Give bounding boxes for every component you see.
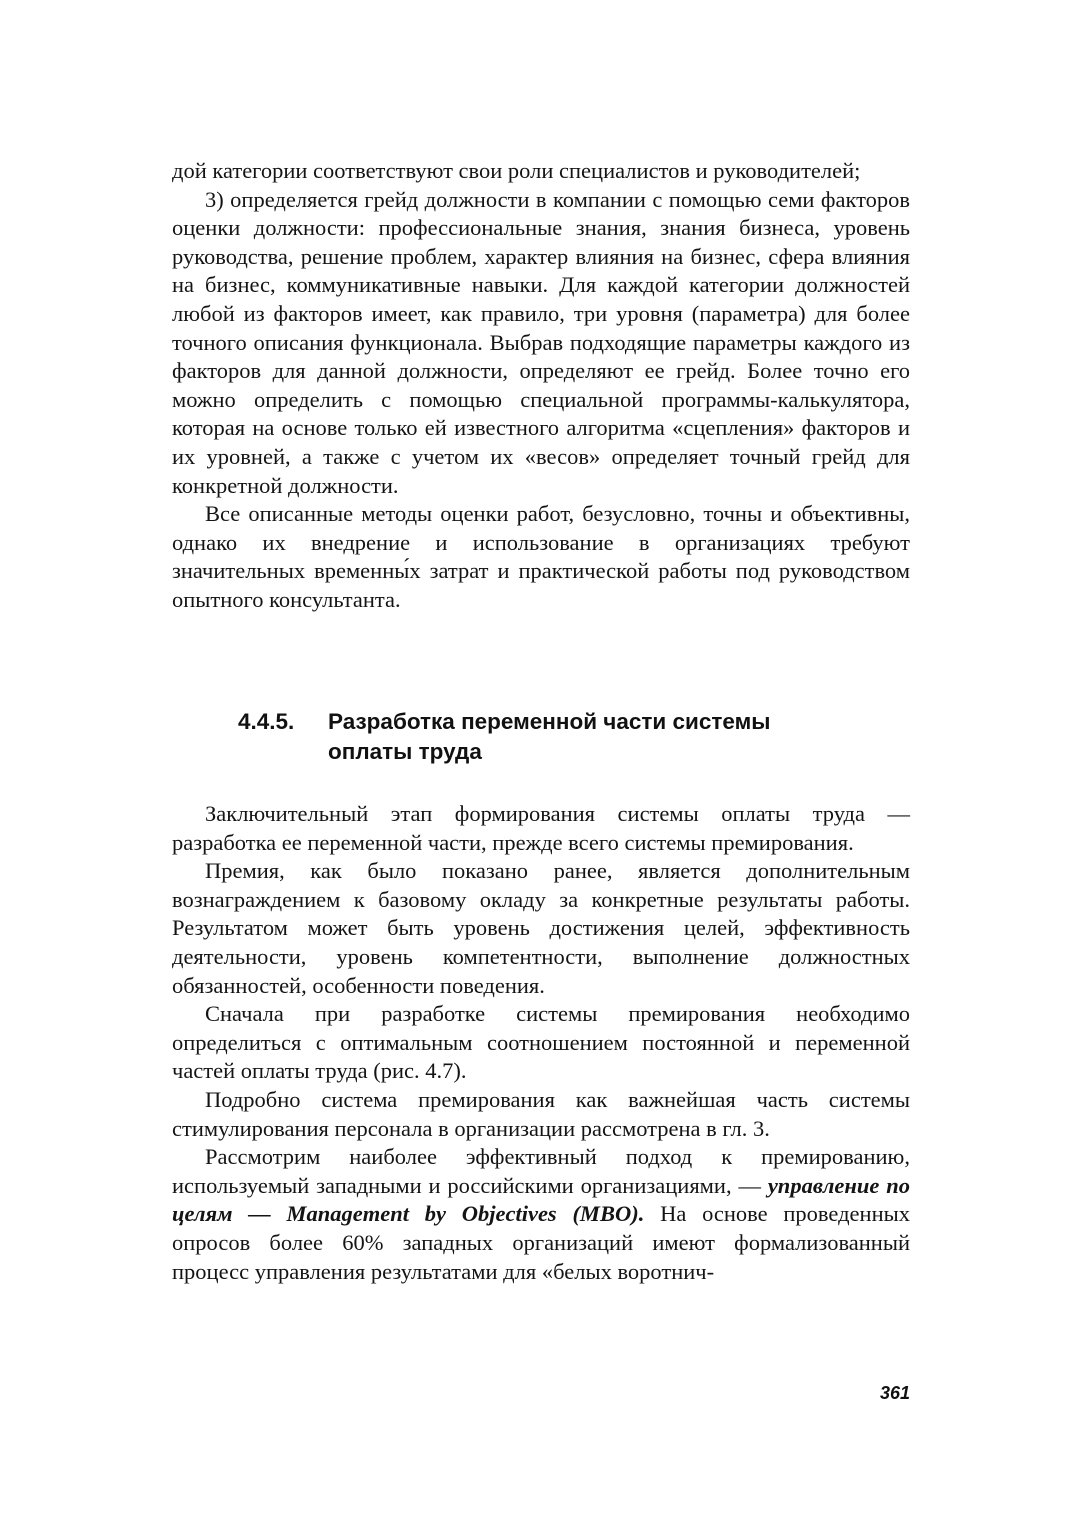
text-section-top [172, 157, 910, 615]
section-heading [238, 707, 858, 767]
paragraph-bonus-definition: Премия, как было показано ранее, является дополнительным вознаграждением к базовому окладу за конкретные результаты работы. Результатом может быть уровень достижения целей, эффективность деятельности, уровень компетентности, выполнение должностных обязанностей, особенности поведения. [172, 858, 910, 998]
section-number: 4.4.5. [238, 709, 295, 734]
text-section-bottom [172, 800, 910, 1286]
paragraph-chapter-reference: Подробно система премирования как важнейшая часть системы стимулирования персонала в организации рассмотрена в гл. 3. [172, 1086, 910, 1141]
page-number: 361 [879, 1383, 910, 1403]
paragraph-final-stage: Заключительный этап формирования системы оплаты труда — разработка ее переменной части, прежде всего системы премирования. [172, 801, 910, 855]
mbo-text-end: На основе проведенных опросов более 60% западных организаций имеют формализованный процесс управления результатами для «белых воротнич- [172, 1201, 910, 1284]
paragraph-grade-factors: 3) определяется грейд должности в компании с помощью семи факторов оценки должности: профессиональные знания, знания бизнеса, уровень руководства, решение проблем, характер влияния на бизнес, сфера влияния на бизнес, коммуникативные навыки. Для каждой категории должностей любой из факторов имеет, как правило, три уровня (параметра) для более точного описания функционала. Выбрав подходящие параметры каждого из факторов для данной должности, определяют ее грейд. Более точно его можно определить с помощью специальной программы-калькулятора, которая на основе только ей известного алгоритма «сцепления» факторов и их уровней, а также с учетом их «весов» определяет точный грейд для конкретной должности. [172, 186, 910, 498]
paragraph-methods-summary: Все описанные методы оценки работ, безусловно, точны и объективны, однако их внедрение и использование в организациях требуют значительных временны́х затрат и практической работы под руководством опытного консультанта. [172, 501, 910, 612]
paragraph-ratio: Сначала при разработке системы премирования необходимо определиться с оптимальным соотношением постоянной и переменной частей оплаты труда (рис. 4.7). [172, 1001, 910, 1084]
mbo-text-start: Рассмотрим наиболее эффективный подход к премированию, используемый западными и российскими организациями, — [172, 1144, 910, 1198]
section-title-line-1: Разработка переменной части системы [328, 709, 771, 734]
paragraph-mbo [172, 1143, 910, 1286]
mbo-term: управление по целям — Management by Objectives (MBO). [172, 1172, 911, 1227]
section-title-line-2: оплаты труда [328, 739, 482, 764]
paragraph-continuation: дой категории соответствуют свои роли специалистов и руководителей; [172, 158, 861, 183]
